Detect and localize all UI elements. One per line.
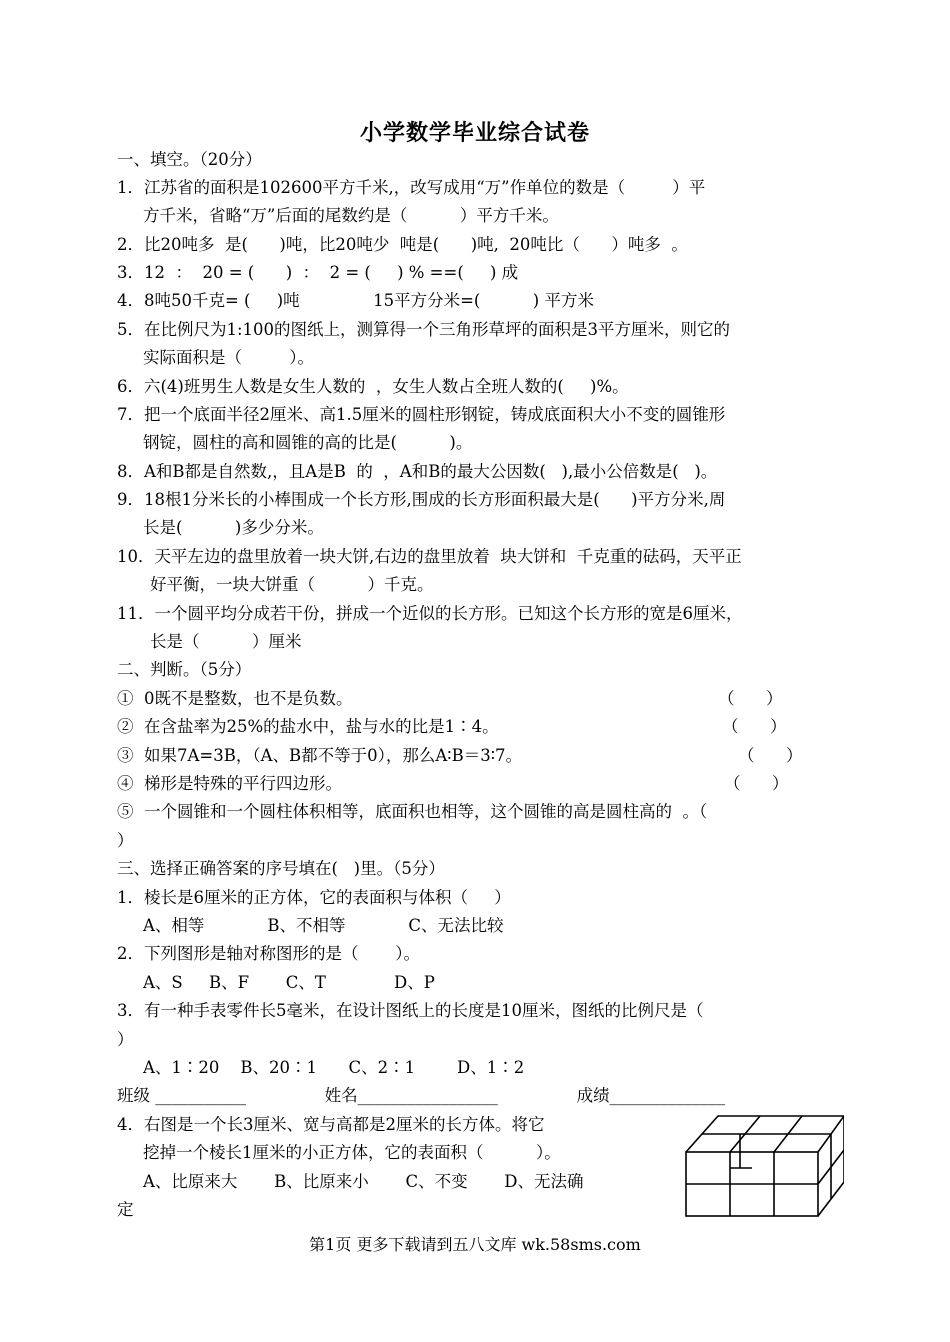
s1-line-15: 好平衡，一块大饼重（ ）千克。 — [150, 575, 434, 594]
s1-line-3: 2．比20吨多 是( )吨，比20吨少 吨是( )吨, 20吨比（ ）吨多 。 — [117, 235, 688, 254]
s1-line-14: 10．天平左边的盘里放着一块大饼,右边的盘里放着 块大饼和 千克重的砝码，天平正 — [117, 547, 742, 566]
judge-item-5-cont: ） — [117, 831, 134, 850]
judge-item-4: ④ 梯形是特殊的平行四边形。 — [117, 774, 342, 793]
s1-line-9: 7．把一个底面半径2厘米、高1.5厘米的圆柱形钢锭，铸成底面积大小不变的圆锥形 — [117, 405, 726, 424]
s1-line-5: 4．8吨50千克= ( )吨 15平方分米=( ) 平方米 — [117, 291, 594, 310]
judge-item-1: ① 0既不是整数，也不是负数。 — [117, 689, 353, 708]
page-footer: 第1页 更多下载请到五八文库 wk.58sms.com — [309, 1235, 641, 1254]
s3-line-5: 3．有一种手表零件长5毫米，在设计图纸上的长度是10厘米，图纸的比例尺是（ — [117, 1001, 704, 1020]
judge-item-3: ③ 如果7A=3B，（A、B都不等于0），那么A∶B＝3∶7。 — [117, 746, 523, 765]
judge-answer-4[interactable]: （ ） — [724, 774, 789, 793]
judge-answer-1[interactable]: （ ） — [718, 689, 783, 708]
s3-line-9: 4．右图是一个长3厘米、宽与高都是2厘米的长方体。将它 — [117, 1115, 545, 1134]
s3-line-2: A、相等 B、不相等 C、无法比较 — [143, 916, 504, 935]
judge-answer-3[interactable]: （ ） — [738, 746, 803, 765]
s3-line-4: A、S B、F C、T D、P — [143, 973, 435, 992]
s1-line-13: 长是( )多少分米。 — [143, 518, 324, 537]
judge-item-5: ⑤ 一个圆锥和一个圆柱体积相等，底面积也相等，这个圆锥的高是圆柱高的 。（ — [117, 802, 708, 821]
student-info-line: 班级 ___________ 姓名_________________ 成绩______________ — [117, 1086, 726, 1105]
section2-heading: 二、判断。（5分） — [117, 660, 252, 679]
s1-line-1: 1．江苏省的面积是102600平方千米,，改写成用“万”作单位的数是（ ）平 — [117, 178, 706, 197]
s1-line-7: 实际面积是（ ）。 — [143, 348, 314, 367]
page-title: 小学数学毕业综合试卷 — [359, 120, 590, 146]
s1-line-16: 11．一个圆平均分成若干份，拼成一个近似的长方形。已知这个长方形的宽是6厘米， — [117, 604, 743, 623]
s3-line-12: 定 — [117, 1200, 134, 1219]
s1-line-17: 长是（ ）厘米 — [150, 632, 302, 651]
judge-item-2: ② 在含盐率为25%的盐水中，盐与水的比是1∶4。 — [117, 717, 499, 736]
s1-line-6: 5．在比例尺为1:100的图纸上，测算得一个三角形草坪的面积是3平方厘米，则它的 — [117, 320, 731, 339]
s1-line-10: 钢锭，圆柱的高和圆锥的高的比是( )。 — [143, 433, 473, 452]
section3-heading: 三、选择正确答案的序号填在( )里。（5分） — [117, 859, 445, 878]
s3-line-3: 2．下列图形是轴对称图形的是（ ）。 — [117, 944, 420, 963]
s1-line-12: 9．18根1分米长的小棒围成一个长方形,围成的长方形面积最大是( )平方分米,周 — [117, 490, 726, 509]
s3-line-7: A、1∶20 B、20∶1 C、2∶1 D、1∶2 — [143, 1058, 525, 1077]
s3-line-10: 挖掉一个棱长1厘米的小正方体，它的表面积（ ）。 — [143, 1143, 561, 1162]
s1-line-8: 6．六(4)班男生人数是女生人数的 ，女生人数占全班人数的( )%。 — [117, 377, 629, 396]
s3-line-6: ） — [117, 1030, 134, 1049]
cuboid-figure — [680, 1110, 844, 1220]
s1-line-11: 8．A和B都是自然数,，且A是B 的 ，A和B的最大公因数( ),最小公倍数是( )。 — [117, 462, 718, 481]
s3-line-11: A、比原来大 B、比原来小 C、不变 D、无法确 — [143, 1172, 584, 1191]
section1-heading: 一、填空。（20分） — [117, 150, 262, 169]
s3-line-1: 1．棱长是6厘米的正方体，它的表面积与体积（ ） — [117, 888, 511, 907]
s1-line-4: 3．12 ： 20 = ( ) ： 2 = ( ) % ==( ) 成 — [117, 263, 519, 282]
s1-line-2: 方千米，省略“万”后面的尾数约是（ ）平方千米。 — [143, 206, 559, 225]
judge-answer-2[interactable]: （ ） — [722, 717, 787, 736]
